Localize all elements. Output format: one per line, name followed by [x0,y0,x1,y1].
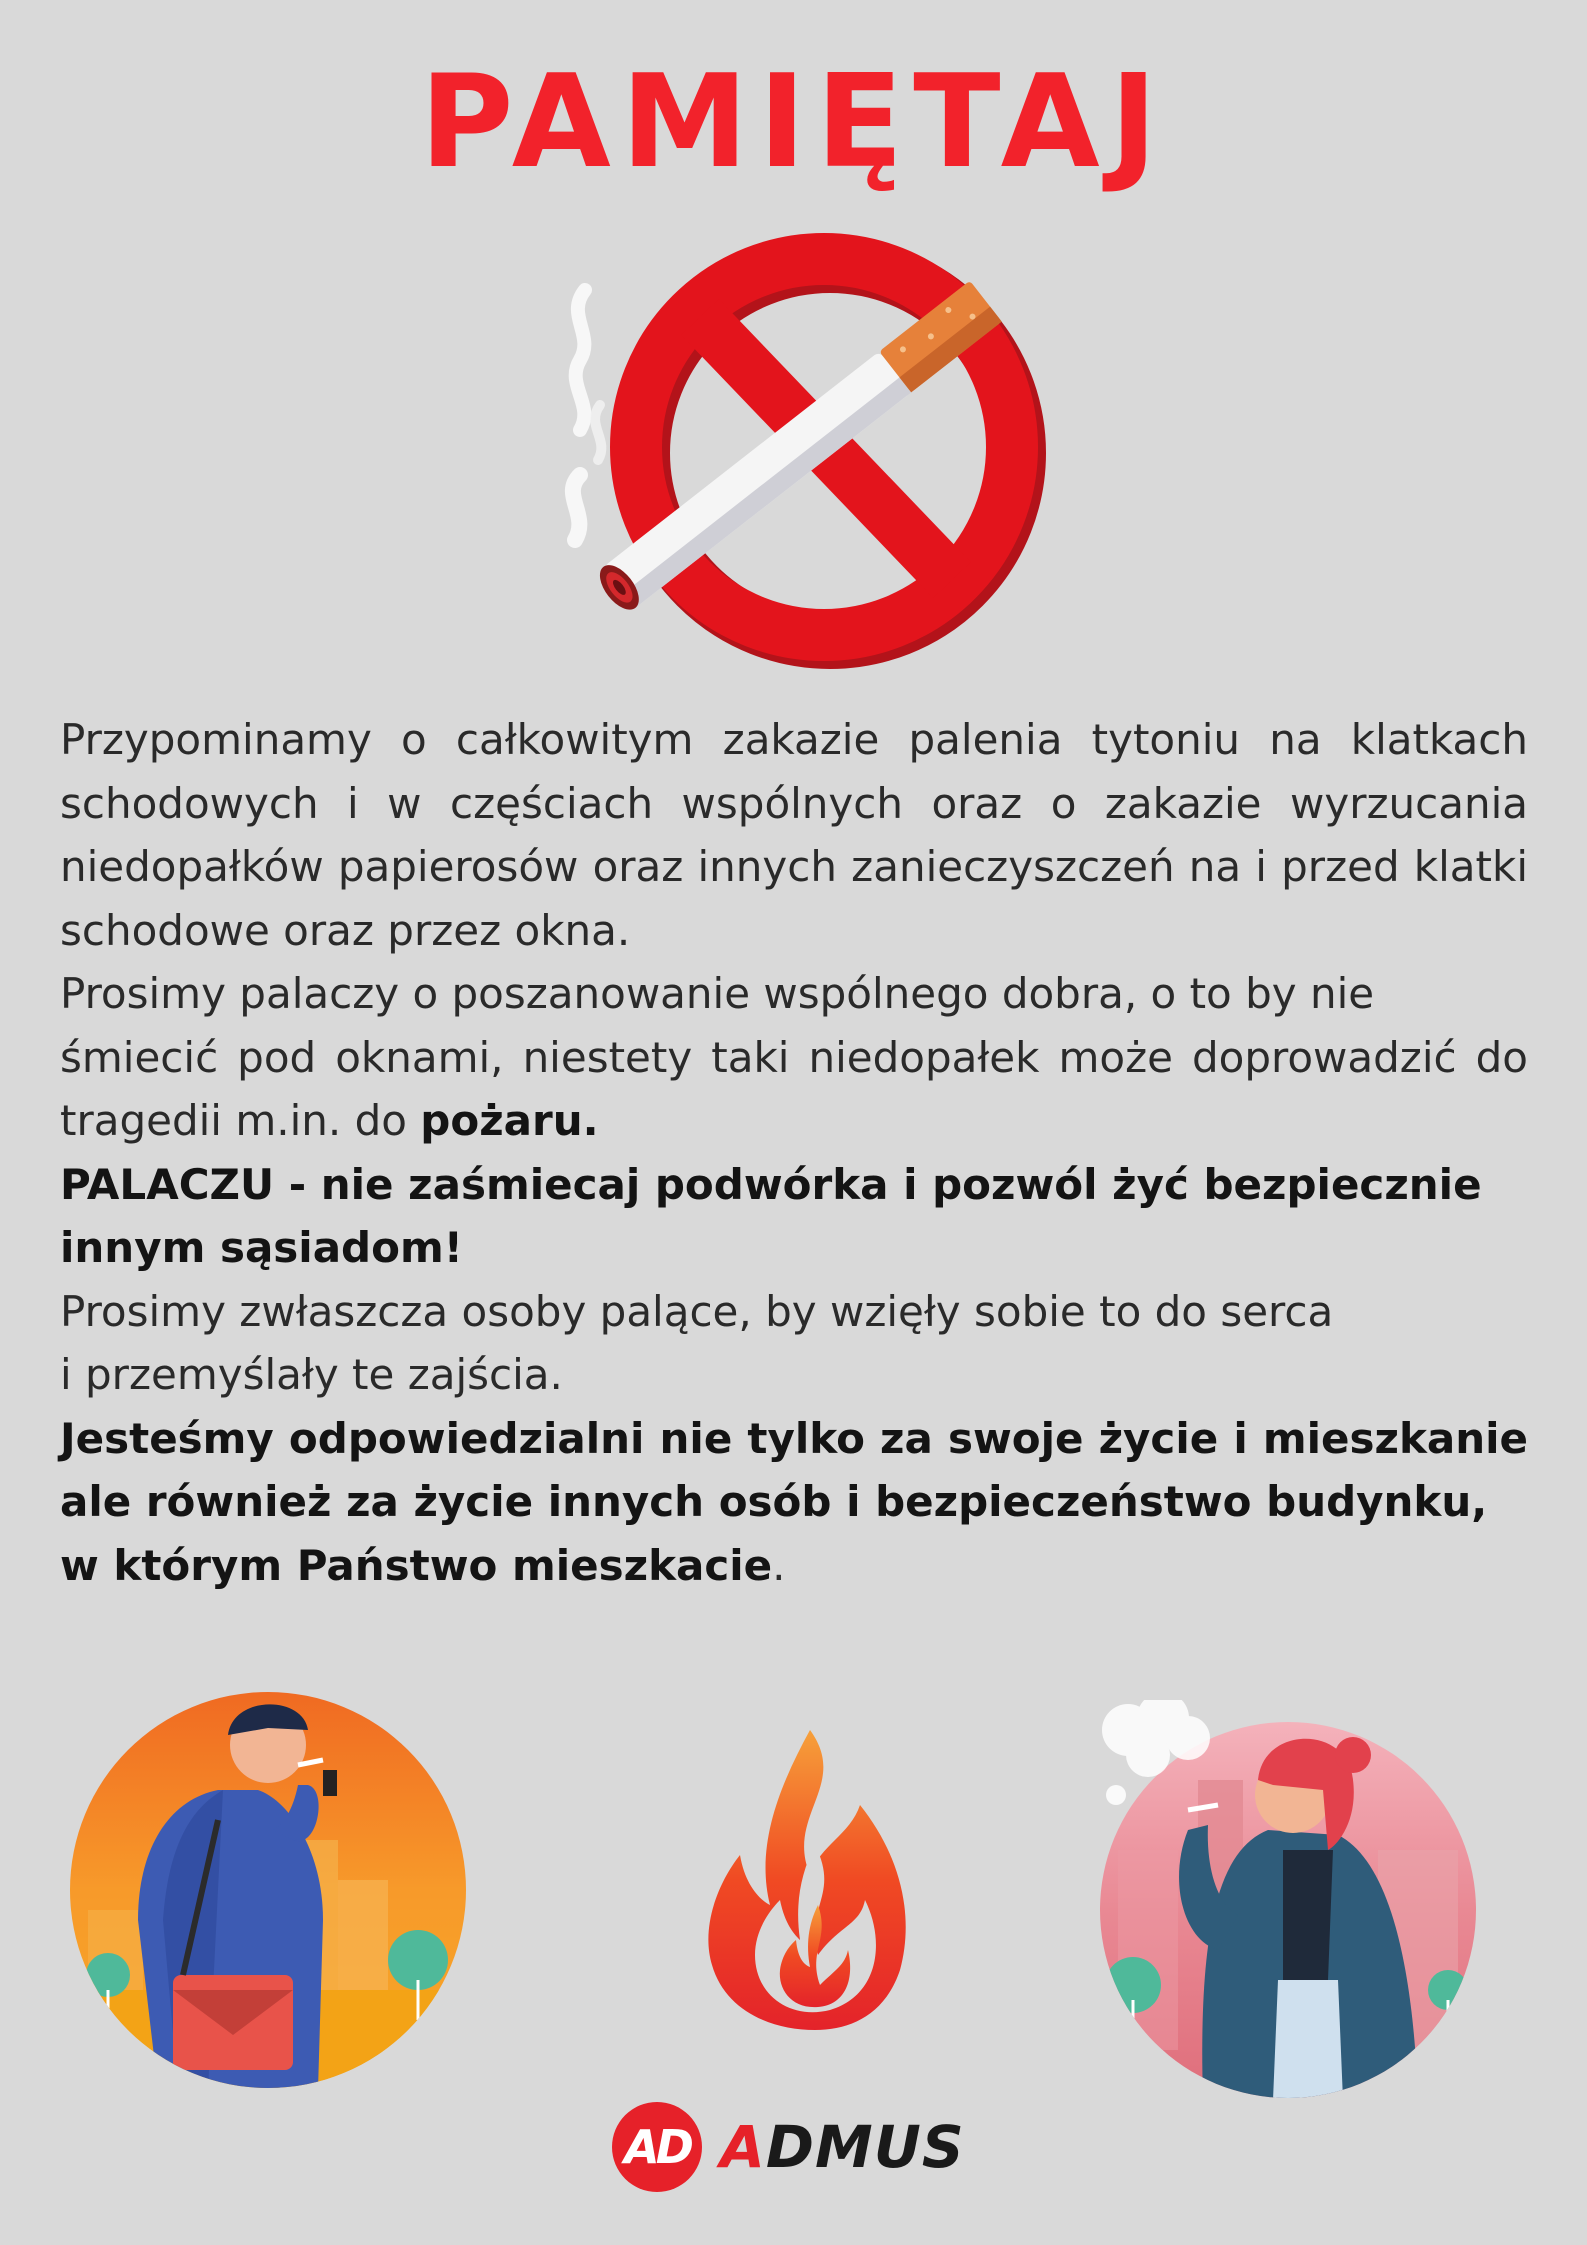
man-smoking-illustration [68,1690,468,2090]
logo-text [720,2113,965,2181]
text-line: Prosimy zwłaszcza osoby palące, by wzięły sobie to do serca [60,1286,1334,1336]
bold-line: PALACZU - nie zaśmiecaj podwórka i pozwól żyć bezpiecznie [60,1159,1482,1209]
admus-logo [612,2102,965,2192]
text-line: śmiecić pod oknami, niestety taki niedopałek może doprowadzić do [60,1032,1528,1082]
text-line: schodowych i w częściach wspólnych oraz o zakazie wyrzucania [60,778,1528,828]
text-line: niedopałków papierosów oraz innych zanieczyszczeń na i przed klatki [60,842,1528,891]
emphasis-text: pożaru. [420,1096,599,1145]
text-line [60,1089,1528,1153]
body-text [60,708,1528,1597]
bold-line: Jesteśmy odpowiedzialni nie tylko za swoje życie i mieszkanie [60,1413,1528,1463]
bold-line: innym sąsiadom! [60,1223,463,1272]
bold-fragment: w którym Państwo mieszkacie [60,1540,773,1590]
text-line: Prosimy palaczy o poszanowanie wspólnego dobra, o to by nie [60,969,1375,1018]
text-fragment: . [772,1540,786,1590]
logo-text-rest: DMUS [765,2113,965,2181]
fire-icon [700,1725,930,2035]
text-line [60,1534,1528,1598]
text-fragment: tragedii m.in. do [60,1096,421,1145]
woman-smoking-illustration [1088,1700,1488,2100]
no-smoking-icon [540,225,1060,675]
text-line: Przypominamy o całkowitym zakazie palenia tytoniu na klatkach [60,715,1528,764]
logo-text-accent: A [720,2113,766,2181]
text-line: i przemyślały te zajścia. [60,1350,563,1399]
logo-mark: AD [612,2102,702,2192]
bold-line: ale również za życie innych osób i bezpieczeństwo budynku, [60,1477,1488,1526]
page-title: PAMIĘTAJ [419,48,1168,197]
text-line: schodowe oraz przez okna. [60,905,631,955]
